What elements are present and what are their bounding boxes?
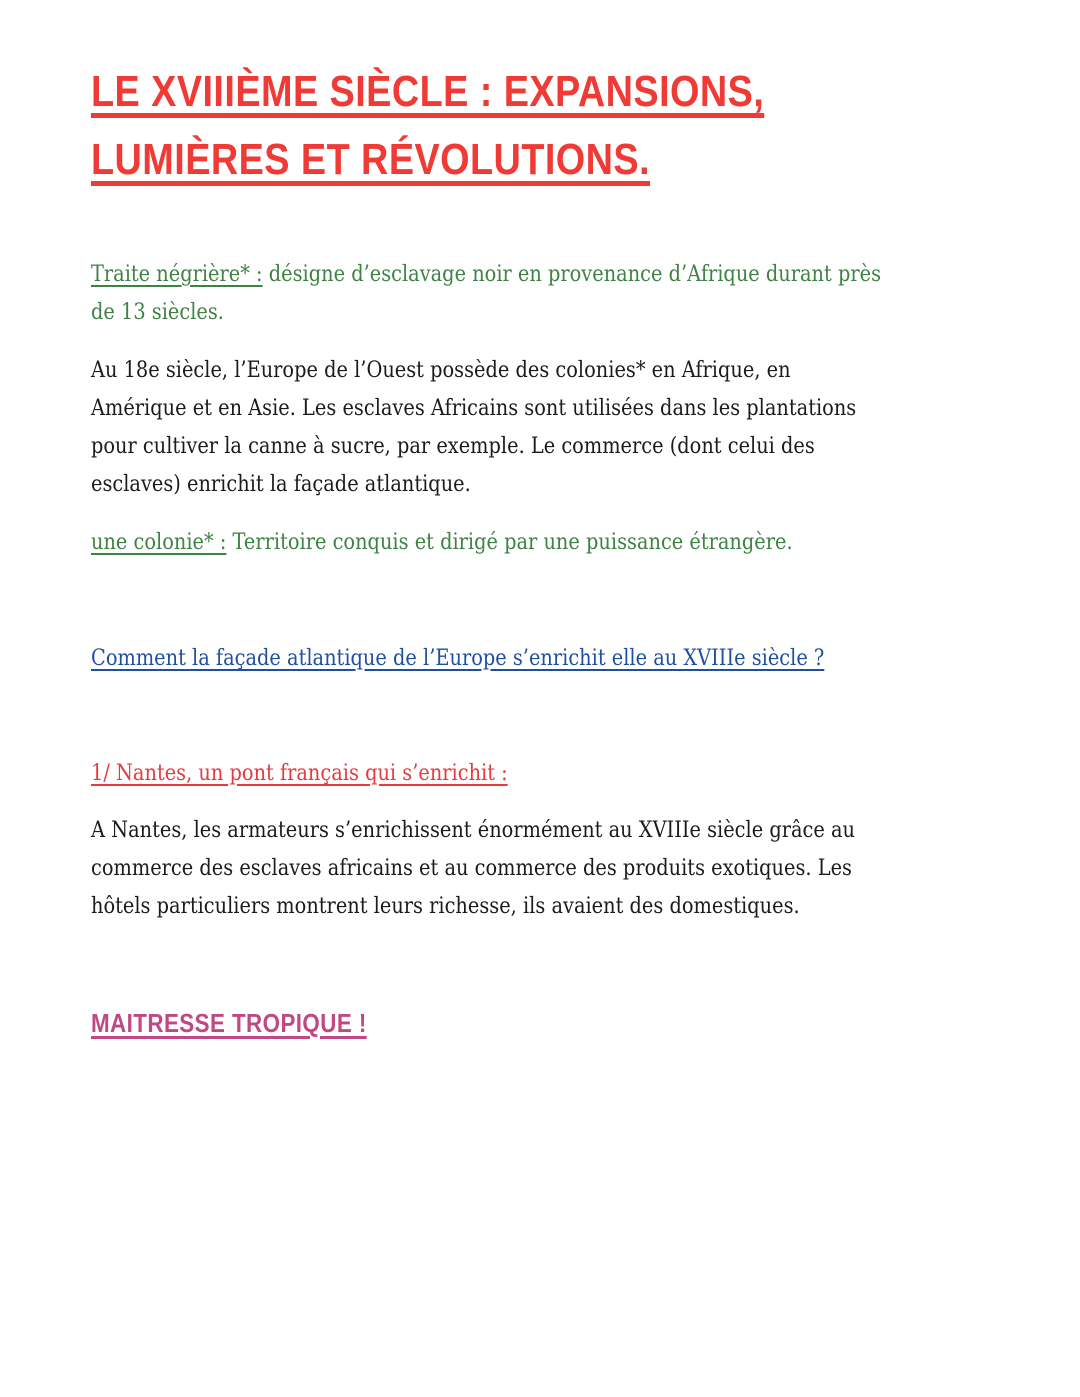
definition-text: désigne d’esclavage noir en provenance d’Afrique durant près de 13 siècles. [91, 262, 882, 325]
problem-question-text: Comment la façade atlantique de l’Europe s’enrichit elle au XVIIIe siècle ? [91, 646, 825, 671]
definition-term: une colonie* : [91, 530, 227, 555]
signature-text: MAITRESSE TROPIQUE ! [91, 1008, 367, 1038]
definition-text: Territoire conquis et dirigé par une puissance étrangère. [226, 530, 793, 555]
definition-colonie [91, 524, 887, 562]
problem-question [91, 640, 887, 678]
signature [91, 1008, 367, 1039]
definition-term: Traite négrière* : [91, 262, 263, 287]
page-title [91, 58, 882, 194]
page-title-text: LE XVIIIÈME SIÈCLE : EXPANSIONS, LUMIÈRES ET RÉVOLUTIONS. [91, 67, 765, 184]
intro-paragraph: Au 18e siècle, l’Europe de l’Ouest possède des colonies* en Afrique, en Amérique et en Asie. Les esclaves Africains sont utilisées dans les plantations pour cultiver la canne à sucre, par exemple. Le commerce (dont celui des esclaves) enrichit la façade atlantique. [91, 358, 857, 497]
definition-traite [91, 256, 887, 332]
section-heading [91, 755, 887, 793]
section-paragraph: A Nantes, les armateurs s’enrichissent énormément au XVIIIe siècle grâce au commerce des esclaves africains et au commerce des produits exotiques. Les hôtels particuliers montrent leurs richesse, ils avaient des domestiques. [91, 818, 855, 919]
section-heading-text: 1/ Nantes, un pont français qui s’enrichit : [91, 761, 508, 786]
